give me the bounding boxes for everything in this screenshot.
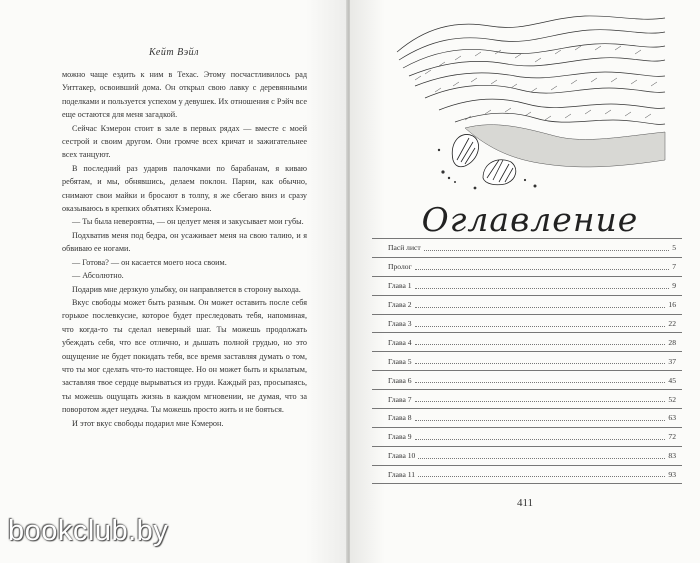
toc-entry	[372, 238, 682, 257]
toc-entry-page: 22	[668, 319, 676, 328]
toc-entry-label: Глава 7	[388, 394, 412, 404]
toc-entry-page: 9	[672, 281, 676, 291]
toc-leader-dots	[415, 287, 670, 289]
toc-entry-page: 52	[668, 394, 676, 404]
toc-entry	[372, 446, 682, 465]
toc-entry-label: Глава 6	[388, 375, 412, 385]
toc-entry-label: Глава 11	[388, 469, 416, 479]
toc-leader-dots	[415, 381, 666, 383]
toc-leader-dots	[415, 343, 666, 345]
toc-entry-label: Глава 8	[388, 413, 412, 423]
scallop-shell-icon	[483, 160, 516, 185]
toc-entry	[372, 257, 682, 276]
toc-leader-dots	[415, 362, 666, 364]
toc-entry	[372, 370, 682, 389]
toc-title: Оглавление	[421, 200, 639, 239]
paragraph: Подарив мне дерзкую улыбку, он направляется в сторону выхода.	[72, 284, 301, 294]
toc-leader-dots	[415, 325, 666, 327]
left-page	[0, 0, 348, 563]
toc-entry	[372, 389, 682, 408]
table-of-contents	[372, 238, 682, 484]
toc-entry-page: 16	[668, 300, 676, 310]
toc-entry-label: Глава 10	[388, 451, 416, 461]
sea-waves-illustration	[395, 10, 667, 200]
toc-entry	[372, 314, 682, 333]
toc-leader-dots	[415, 419, 666, 421]
body-text	[62, 68, 307, 430]
toc-leader-dots	[415, 438, 666, 440]
toc-entry-label: Глава 2	[388, 300, 412, 310]
toc-entry-label: Пролог	[388, 262, 412, 272]
paragraph: Вкус свободы может быть разным. Он может оставить после себя горькое послевкусие, которое будет преследовать тебя, напоминая, что когда-то ты сделал неверный шаг. Ты можешь продолжать убеждать себя, что все отлично, и дышать полной грудью, но это ощущение не будет покидать тебя, все время заставляя думать о том, что ты мог сделать что-то настоящее. Но он может быть и крылатым, заставляя твое сердце вырываться из груди. Каждый раз, просыпаясь, ты можешь ощущать жизнь в каждом мгновении, не думая, что за поворотом ждет неудача. Ты можешь просто жить и не бояться.	[62, 297, 307, 415]
toc-entry	[372, 408, 682, 427]
paragraph: — Ты была невероятна, — он целует меня и закусывает мои губы.	[72, 217, 304, 227]
toc-entry-page: 45	[668, 375, 676, 385]
page-number: 411	[516, 497, 534, 509]
toc-entry-label: Глава 1	[388, 281, 412, 291]
toc-entry-page: 5	[672, 243, 676, 253]
toc-entry-label: Глава 9	[388, 432, 412, 442]
toc-entry	[372, 351, 682, 370]
paragraph: В последний раз ударив палочками по барабанам, я киваю ребятам, и мы, обнявшись, делаем поклон. Парни, как обычно, снимают свои майки и бросают в толпу, я же сбегаю вниз и сразу оказываюсь в крепких объятиях Кэмерона.	[62, 163, 307, 214]
paragraph: Подхватив меня под бедра, он усаживает меня на свою талию, и я обвиваю ее ногами.	[62, 230, 307, 254]
toc-entry-label: Глава 3	[388, 319, 412, 328]
toc-leader-dots	[415, 400, 666, 402]
toc-entry	[372, 276, 682, 295]
toc-leader-dots	[418, 475, 665, 477]
toc-entry-page: 72	[668, 432, 676, 442]
toc-entry-page: 7	[672, 262, 676, 272]
paragraph: Сейчас Кэмерон стоит в зале в первых рядах — вместе с моей сестрой и своим другом. Они громче всех кричат и зажигательнее всех танцуют.	[62, 123, 307, 160]
toc-entry-label: Пасй лист	[388, 243, 421, 253]
toc-entry-page: 28	[668, 337, 676, 347]
watermark-logo: bookclub.by	[8, 515, 169, 547]
toc-entry	[372, 295, 682, 314]
paragraph: — Абсолютно.	[72, 271, 124, 281]
paragraph: И этот вкус свободы подарил мне Кэмерон.	[72, 418, 224, 428]
toc-leader-dots	[415, 306, 666, 308]
seashell-icon	[452, 134, 478, 166]
toc-entry-label: Глава 4	[388, 337, 412, 347]
toc-entry	[372, 427, 682, 446]
toc-leader-dots	[418, 457, 665, 459]
toc-entry	[372, 465, 682, 484]
toc-entry-page: 37	[668, 356, 676, 366]
toc-leader-dots	[424, 249, 669, 251]
toc-leader-dots	[415, 268, 670, 270]
paragraph: можно чаще ездить к ним в Техас. Этому посчастливилось рад Уиттакер, освоивший дома. Он открыл свою лавку с деревянными поделками и пользуется успехом у девушек. Их отношения с Рэйч все еще остаются для меня загадкой.	[62, 70, 307, 120]
toc-entry	[372, 332, 682, 351]
toc-entry-label: Глава 5	[388, 356, 412, 366]
paragraph: — Готова? — он касается моего носа своим.	[72, 257, 227, 267]
toc-entry-page: 63	[668, 413, 676, 423]
running-head: Кейт Вэйл	[149, 47, 199, 58]
toc-entry-page: 83	[668, 451, 676, 461]
toc-entry-page: 93	[668, 469, 676, 479]
